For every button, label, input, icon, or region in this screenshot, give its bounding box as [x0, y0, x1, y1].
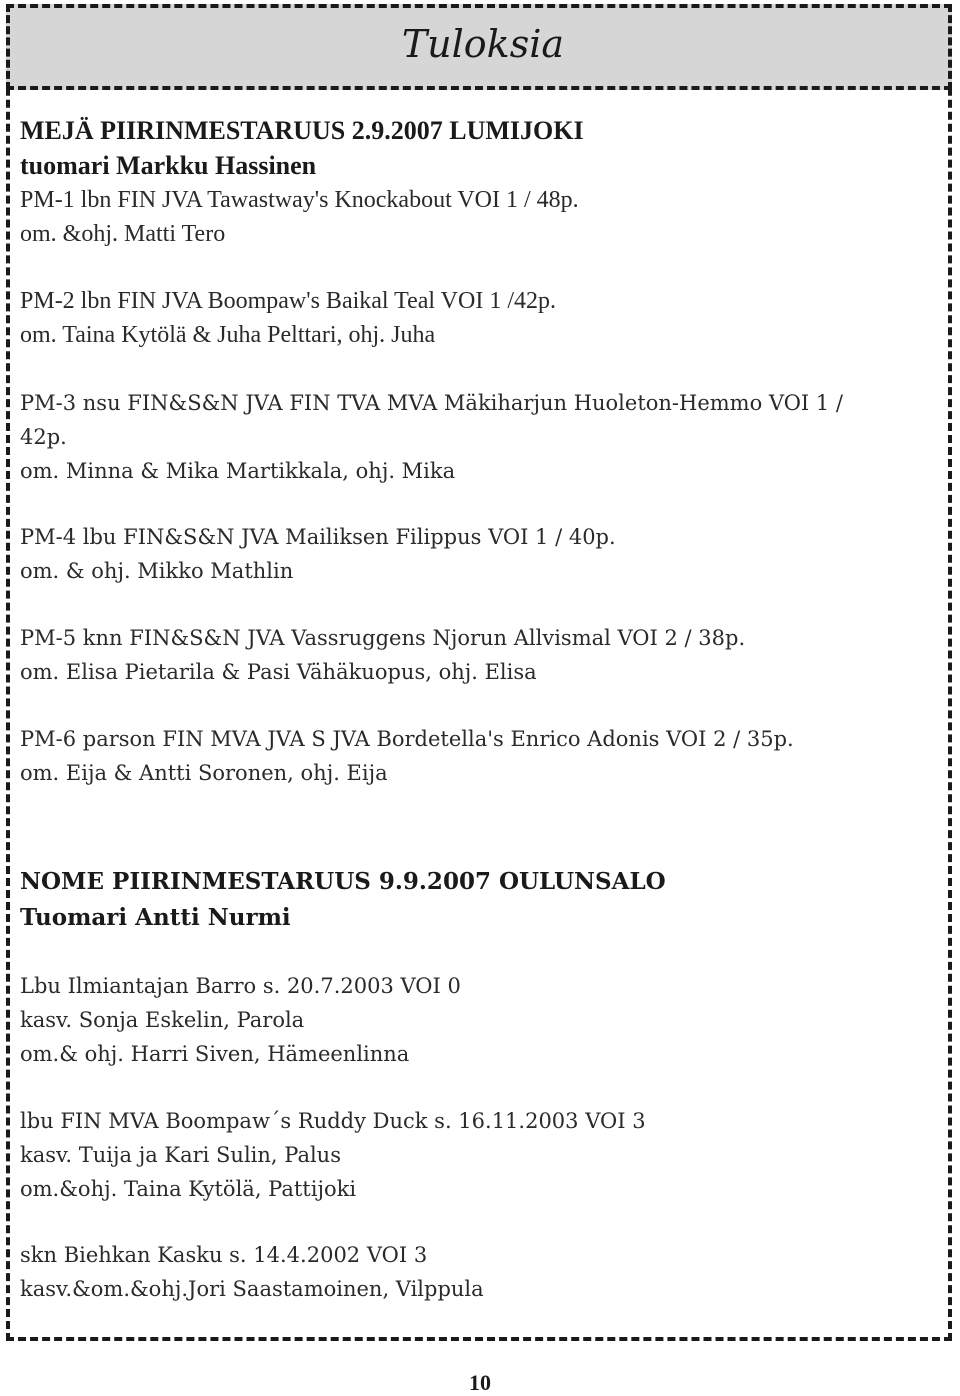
- result-line: om. Minna & Mika Martikkala, ohj. Mika: [20, 459, 456, 483]
- result-line: kasv.&om.&ohj.Jori Saastamoinen, Vilppula: [20, 1277, 484, 1301]
- result-line: om.&ohj. Taina Kytölä, Pattijoki: [20, 1177, 357, 1201]
- section-heading: MEJÄ PIIRINMESTARUUS 2.9.2007 LUMIJOKI: [20, 116, 584, 145]
- result-line: om. &ohj. Matti Tero: [20, 221, 226, 247]
- result-line: om.& ohj. Harri Siven, Hämeenlinna: [20, 1042, 410, 1066]
- page-number: 10: [469, 1370, 491, 1395]
- result-line: PM-3 nsu FIN&S&N JVA FIN TVA MVA Mäkiharjun Huoleton-Hemmo VOI 1 /: [20, 391, 844, 415]
- judge-line: Tuomari Antti Nurmi: [20, 904, 291, 931]
- result-line: PM-4 lbu FIN&S&N JVA Mailiksen Filippus VOI 1 / 40p.: [20, 525, 616, 549]
- result-line: skn Biehkan Kasku s. 14.4.2002 VOI 3: [20, 1243, 428, 1267]
- result-line: PM-5 knn FIN&S&N JVA Vassruggens Njorun Allvismal VOI 2 / 38p.: [20, 626, 746, 650]
- result-line: om. Elisa Pietarila & Pasi Vähäkuopus, ohj. Elisa: [20, 660, 537, 684]
- page-title: Tuloksia: [401, 22, 564, 66]
- result-line: PM-6 parson FIN MVA JVA S JVA Bordetella's Enrico Adonis VOI 2 / 35p.: [20, 727, 794, 751]
- result-line: PM-2 lbn FIN JVA Boompaw's Baikal Teal VOI 1 /42p.: [20, 288, 556, 314]
- result-line: lbu FIN MVA Boompaw´s Ruddy Duck s. 16.11.2003 VOI 3: [20, 1109, 646, 1133]
- judge-line: tuomari Markku Hassinen: [20, 151, 317, 180]
- result-line: Lbu Ilmiantajan Barro s. 20.7.2003 VOI 0: [20, 974, 461, 998]
- section-heading: NOME PIIRINMESTARUUS 9.9.2007 OULUNSALO: [20, 868, 666, 895]
- result-line: om. & ohj. Mikko Mathlin: [20, 559, 294, 583]
- result-line: kasv. Tuija ja Kari Sulin, Palus: [20, 1143, 341, 1167]
- result-line: kasv. Sonja Eskelin, Parola: [20, 1008, 305, 1032]
- result-line: om. Eija & Antti Soronen, ohj. Eija: [20, 761, 388, 785]
- result-line: om. Taina Kytölä & Juha Pelttari, ohj. Juha: [20, 322, 436, 348]
- result-line: 42p.: [20, 425, 67, 449]
- result-line: PM-1 lbn FIN JVA Tawastway's Knockabout VOI 1 / 48p.: [20, 187, 579, 213]
